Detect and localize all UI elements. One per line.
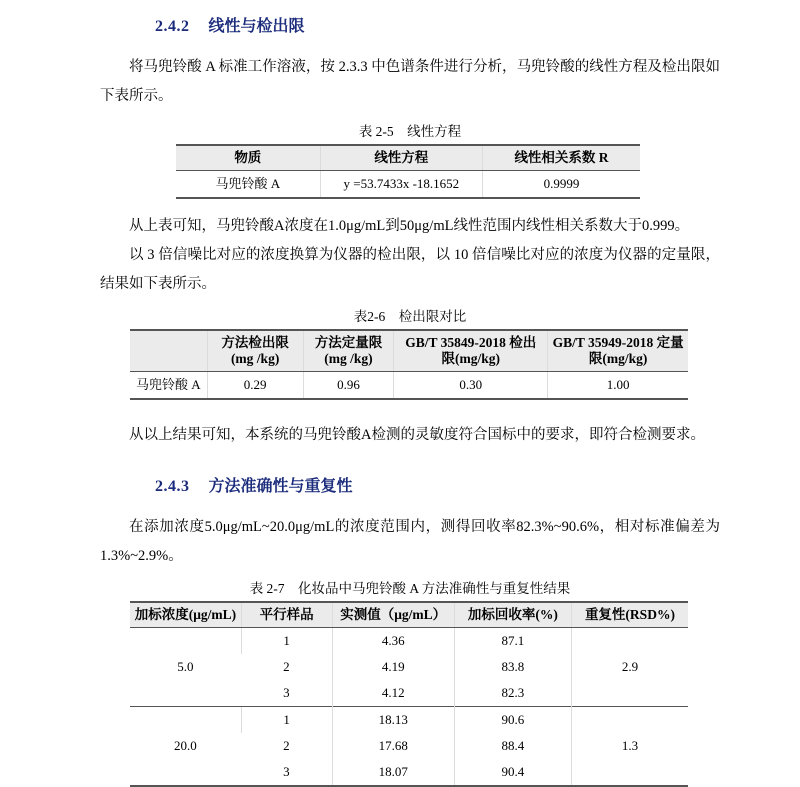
table-2-5-header	[176, 145, 640, 171]
header-line: (mg /kg)	[230, 351, 280, 366]
cell-gb-loq: 1.00	[548, 372, 688, 400]
column-header-substance: 物质	[176, 145, 320, 171]
column-header-spike-conc: 加标浓度(μg/mL)	[130, 602, 241, 628]
header-line: (mg /kg)	[324, 351, 373, 366]
cell-substance: 马兜铃酸 A	[215, 176, 281, 191]
cell-recovery: 82.3	[454, 680, 571, 707]
cell-sample: 3	[283, 764, 290, 779]
cell-sample: 1	[241, 707, 332, 734]
cell-spike-conc: 20.0	[130, 707, 241, 787]
table-header-row	[130, 602, 688, 628]
cell-measured: 4.12	[332, 680, 454, 707]
column-header-gb-loq	[548, 330, 688, 372]
cell-sample: 1	[241, 628, 332, 655]
table-2-7-header	[130, 602, 688, 628]
section-number: 2.4.2	[155, 18, 190, 35]
cell-measured: 17.68	[332, 733, 454, 759]
column-header-blank	[130, 330, 207, 372]
table-row	[130, 372, 688, 400]
cell-sample: 3	[283, 685, 290, 700]
paragraph-snr-method: 以 3 倍信噪比对应的浓度换算为仪器的检出限，以 10 倍信噪比对应的浓度为仪器的定量限，结果如下表所示。	[100, 247, 720, 292]
cell-recovery: 83.8	[454, 654, 571, 680]
cell-rsd: 1.3	[571, 707, 688, 787]
table-2-7-accuracy-repeatability	[130, 601, 688, 787]
header-line: GB/T 35849-2018 检出	[405, 335, 537, 350]
paragraph-recovery-summary: 在添加浓度5.0μg/mL~20.0μg/mL的浓度范围内，测得回收率82.3%~90.6%，相对标准偏差为1.3%~2.9%。	[100, 519, 720, 564]
cell-recovery: 90.6	[454, 707, 571, 734]
cell-rsd: 2.9	[571, 628, 688, 707]
cell-method-loq: 0.96	[303, 372, 394, 400]
column-header-rsd: 重复性(RSD%)	[571, 602, 688, 628]
cell-sample: 2	[283, 659, 290, 674]
cell-spike-conc: 5.0	[177, 659, 194, 674]
column-header-gb-lod	[394, 330, 548, 372]
table-row	[130, 707, 688, 734]
cell-equation: y =53.7433x -18.1652	[320, 171, 482, 199]
cell-measured: 4.36	[332, 628, 454, 655]
column-header-r: 线性相关系数 R	[483, 145, 640, 171]
section-title: 方法准确性与重复性	[208, 478, 353, 495]
column-header-method-loq	[303, 330, 394, 372]
table-header-row	[176, 145, 640, 171]
section-number: 2.4.3	[155, 478, 190, 495]
section-title: 线性与检出限	[208, 18, 305, 35]
cell-gb-lod: 0.30	[394, 372, 548, 400]
table-2-7-caption: 表 2-7 化妆品中马兜铃酸 A 方法准确性与重复性结果	[249, 581, 571, 596]
table-2-6-header	[130, 330, 688, 372]
paragraph-linearity-result: 从上表可知，马兜铃酸A浓度在1.0μg/mL到50μg/mL线性范围内线性相关系数大于0.999。	[129, 218, 690, 234]
header-line: 方法定量限	[314, 335, 383, 350]
cell-recovery: 88.4	[454, 733, 571, 759]
column-header-parallel-sample: 平行样品	[241, 602, 332, 628]
table-2-5-caption: 表 2-5 线性方程	[358, 124, 462, 139]
section-heading-2-4-2	[155, 16, 720, 38]
header-line: GB/T 35949-2018 定量	[552, 335, 684, 350]
column-header-method-lod	[207, 330, 303, 372]
column-header-recovery: 加标回收率(%)	[454, 602, 571, 628]
cell-method-lod: 0.29	[207, 372, 303, 400]
table-header-row	[130, 330, 688, 372]
paragraph-sensitivity-conclusion: 从以上结果可知，本系统的马兜铃酸A检测的灵敏度符合国标中的要求，即符合检测要求。	[129, 427, 705, 443]
table-row	[176, 171, 640, 199]
table-row	[130, 628, 688, 655]
table-2-5-linearity	[176, 144, 640, 199]
cell-recovery: 87.1	[454, 628, 571, 655]
cell-recovery: 90.4	[454, 759, 571, 786]
cell-measured: 18.13	[332, 707, 454, 734]
table-2-6-caption: 表2-6 检出限对比	[353, 309, 467, 324]
column-header-measured: 实测值（μg/mL）	[332, 602, 454, 628]
cell-r-value: 0.9999	[483, 171, 640, 199]
section-heading-2-4-3	[155, 476, 720, 498]
header-line: 限(mg/kg)	[588, 351, 648, 366]
cell-measured: 18.07	[332, 759, 454, 786]
cell-measured: 4.19	[332, 654, 454, 680]
cell-substance: 马兜铃酸 A	[135, 377, 201, 392]
paragraph-linearity-intro: 将马兜铃酸 A 标准工作溶液，按 2.3.3 中色谱条件进行分析，马兜铃酸的线性方程及检出限如下表所示。	[100, 59, 720, 104]
header-line: 限(mg/kg)	[441, 351, 501, 366]
header-line: 方法检出限	[221, 335, 289, 350]
column-header-equation: 线性方程	[320, 145, 482, 171]
table-2-6-detection-limits	[130, 329, 688, 400]
cell-sample: 2	[283, 738, 290, 753]
